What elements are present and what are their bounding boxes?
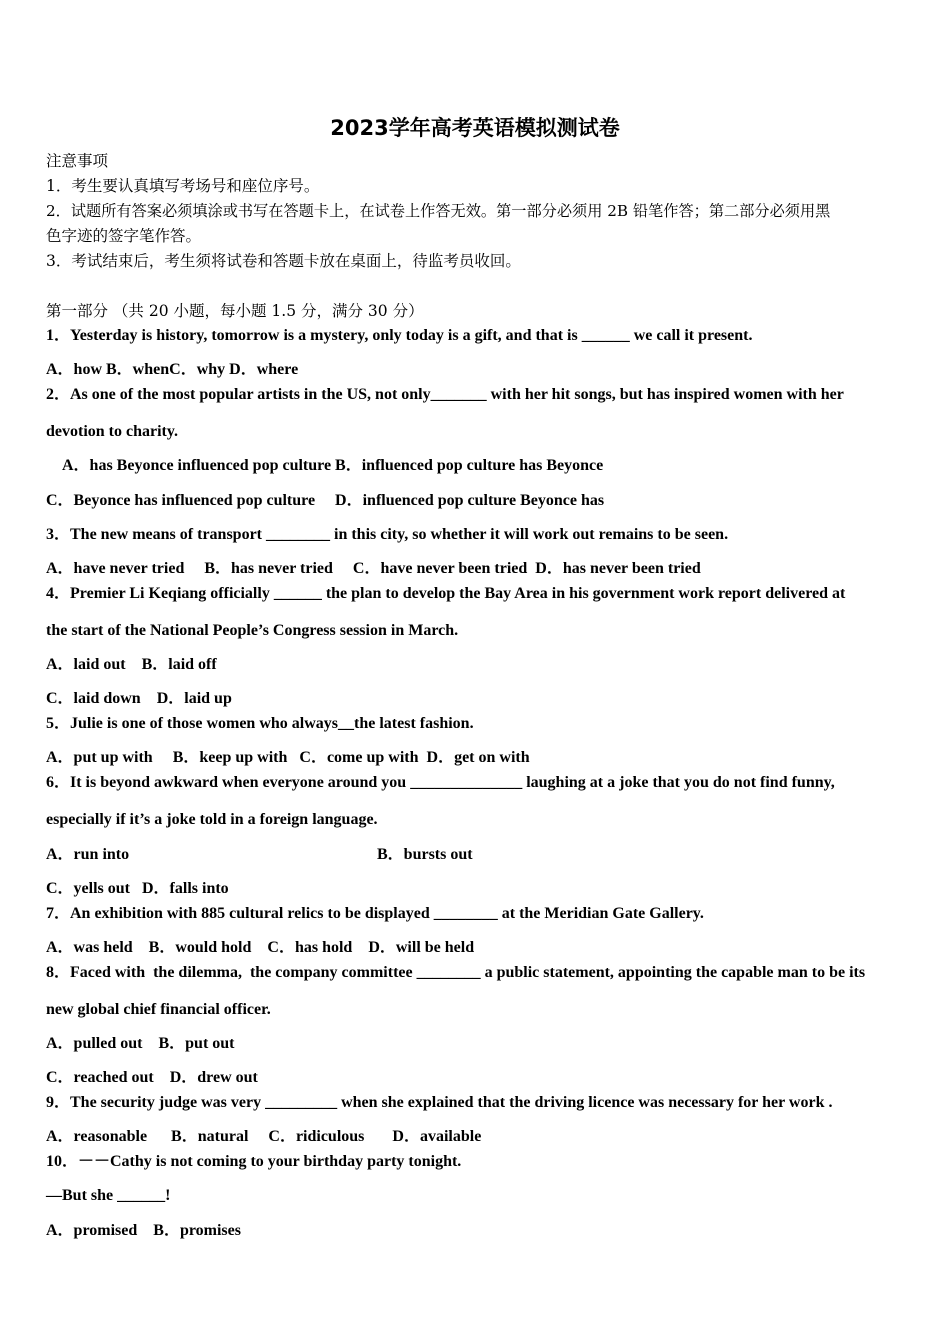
notice-item-2-cont: 色字迹的签字笔作答。 xyxy=(46,227,202,245)
question-1-options: A．how B．whenC．why D．where xyxy=(46,361,299,378)
question-8-options-2: C．reached out D．drew out xyxy=(46,1069,258,1086)
question-8: 8．Faced with the dilemma, the company committee ________ a public statement, appointing the capable man to be its xyxy=(46,964,866,981)
notice-item-1: 1．考生要认真填写考场号和座位序号。 xyxy=(46,177,320,195)
question-8-options-1: A．pulled out B．put out xyxy=(46,1035,235,1052)
question-3-options: A．have never tried B．has never tried C．have never been tried D．has never been tried xyxy=(46,560,701,577)
question-10: 10．－－Cathy is not coming to your birthday party tonight. xyxy=(46,1153,462,1170)
question-4: 4．Premier Li Keqiang officially ______ the plan to develop the Bay Area in his government work report delivered at xyxy=(46,585,846,602)
question-6: 6．It is beyond awkward when everyone around you ______________ laughing at a joke that you do not find funny, xyxy=(46,774,835,791)
question-2: 2．As one of the most popular artists in the US, not only_______ with her hit songs, but has inspired women with her xyxy=(46,386,844,403)
question-6-options-2: C．yells out D．falls into xyxy=(46,880,229,897)
question-5: 5．Julie is one of those women who always__the latest fashion. xyxy=(46,715,474,732)
notice-item-2: 2．试题所有答案必须填涂或书写在答题卡上，在试卷上作答无效。第一部分必须用 2B 铅笔作答；第二部分必须用黑 xyxy=(46,202,831,220)
question-2-options-1: A．has Beyonce influenced pop culture B．influenced pop culture has Beyonce xyxy=(62,457,604,474)
notice-item-3: 3．考试结束后，考生须将试卷和答题卡放在桌面上，待监考员收回。 xyxy=(46,252,521,270)
question-7: 7．An exhibition with 885 cultural relics to be displayed ________ at the Meridian Gate Gallery. xyxy=(46,905,704,922)
question-10-reply: —But she ______! xyxy=(46,1187,171,1204)
section-heading: 第一部分 （共 20 小题，每小题 1.5 分，满分 30 分） xyxy=(46,302,424,320)
question-8-cont: new global chief financial officer. xyxy=(46,1001,271,1018)
question-7-options: A．was held B．would hold C．has hold D．will be held xyxy=(46,939,475,956)
question-6-option-b: B．bursts out xyxy=(377,846,473,863)
question-1: 1．Yesterday is history, tomorrow is a mystery, only today is a gift, and that is ______ we call it present. xyxy=(46,327,753,344)
page-title: 2023学年高考英语模拟测试卷 xyxy=(330,116,620,140)
question-6-option-a: A．run into xyxy=(46,846,130,863)
notice-heading: 注意事项 xyxy=(46,152,109,170)
question-4-cont: the start of the National People’s Congress session in March. xyxy=(46,622,459,639)
question-2-options-2: C．Beyonce has influenced pop culture D．influenced pop culture Beyonce has xyxy=(46,492,605,509)
question-4-options-2: C．laid down D．laid up xyxy=(46,690,232,707)
question-6-cont: especially if it’s a joke told in a foreign language. xyxy=(46,811,378,828)
question-10-options: A．promised B．promises xyxy=(46,1222,241,1239)
question-9: 9．The security judge was very _________ when she explained that the driving licence was necessary for her work . xyxy=(46,1094,833,1111)
question-3: 3．The new means of transport ________ in this city, so whether it will work out remains to be seen. xyxy=(46,526,729,543)
question-4-options-1: A．laid out B．laid off xyxy=(46,656,217,673)
question-9-options: A．reasonable B．natural C．ridiculous D．available xyxy=(46,1128,482,1145)
question-2-cont: devotion to charity. xyxy=(46,423,178,440)
question-5-options: A．put up with B．keep up with C．come up with D．get on with xyxy=(46,749,530,766)
